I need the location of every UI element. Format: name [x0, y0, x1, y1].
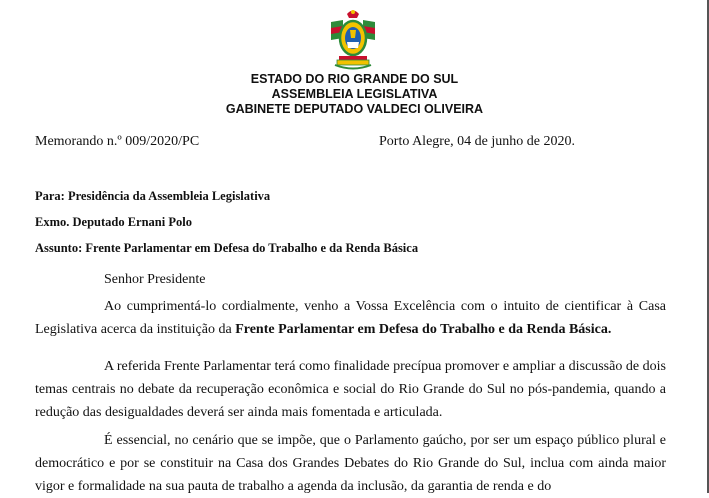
address-recipient: Exmo. Deputado Ernani Polo	[35, 215, 192, 229]
address-subject: Assunto: Frente Parlamentar em Defesa do Trabalho e da Renda Básica	[35, 241, 419, 255]
paragraph-3	[35, 429, 666, 498]
salutation: Senhor Presidente	[104, 272, 206, 287]
paragraph-1-bold: Frente Parlamentar em Defesa do Trabalho e da Renda Básica.	[235, 322, 612, 337]
paragraph-2	[35, 355, 666, 424]
rio-grande-do-sul-coat-of-arms	[325, 8, 381, 72]
paragraph-1	[35, 295, 666, 341]
memo-date: Porto Alegre, 04 de junho de 2020.	[379, 134, 575, 149]
paragraph-1-text: Ao cumprimentá-lo cordialmente, venho a Vossa Excelência com o intuito de cientificar à Casa Legislativa acerca da instituição da	[35, 299, 666, 337]
paragraph-3-text: É essencial, no cenário que se impõe, que o Parlamento gaúcho, por ser um espaço público plural e democrático e por se constituir na Casa dos Grandes Debates do Rio Grande do Sul, inclua com ainda maior vigor e formalidade na sua pauta de trabalho a agenda da inclusão, da garantia de renda e do	[35, 433, 666, 494]
header-state: ESTADO DO RIO GRANDE DO SUL	[250, 72, 459, 86]
header-assembly: ASSEMBLEIA LEGISLATIVA	[271, 87, 438, 101]
paragraph-2-text: A referida Frente Parlamentar terá como finalidade precípua promover e ampliar a discussão de dois temas centrais no debate da recuperação econômica e social do Rio Grande do Sul no pós-pandemia, quando a redução das desigualdades deverá ser ainda mais fomentada e articulada.	[35, 359, 666, 420]
header-office: GABINETE DEPUTADO VALDECI OLIVEIRA	[225, 102, 484, 116]
address-to: Para: Presidência da Assembleia Legislativa	[35, 189, 271, 203]
memo-number: Memorando n.º 009/2020/PC	[35, 134, 200, 149]
